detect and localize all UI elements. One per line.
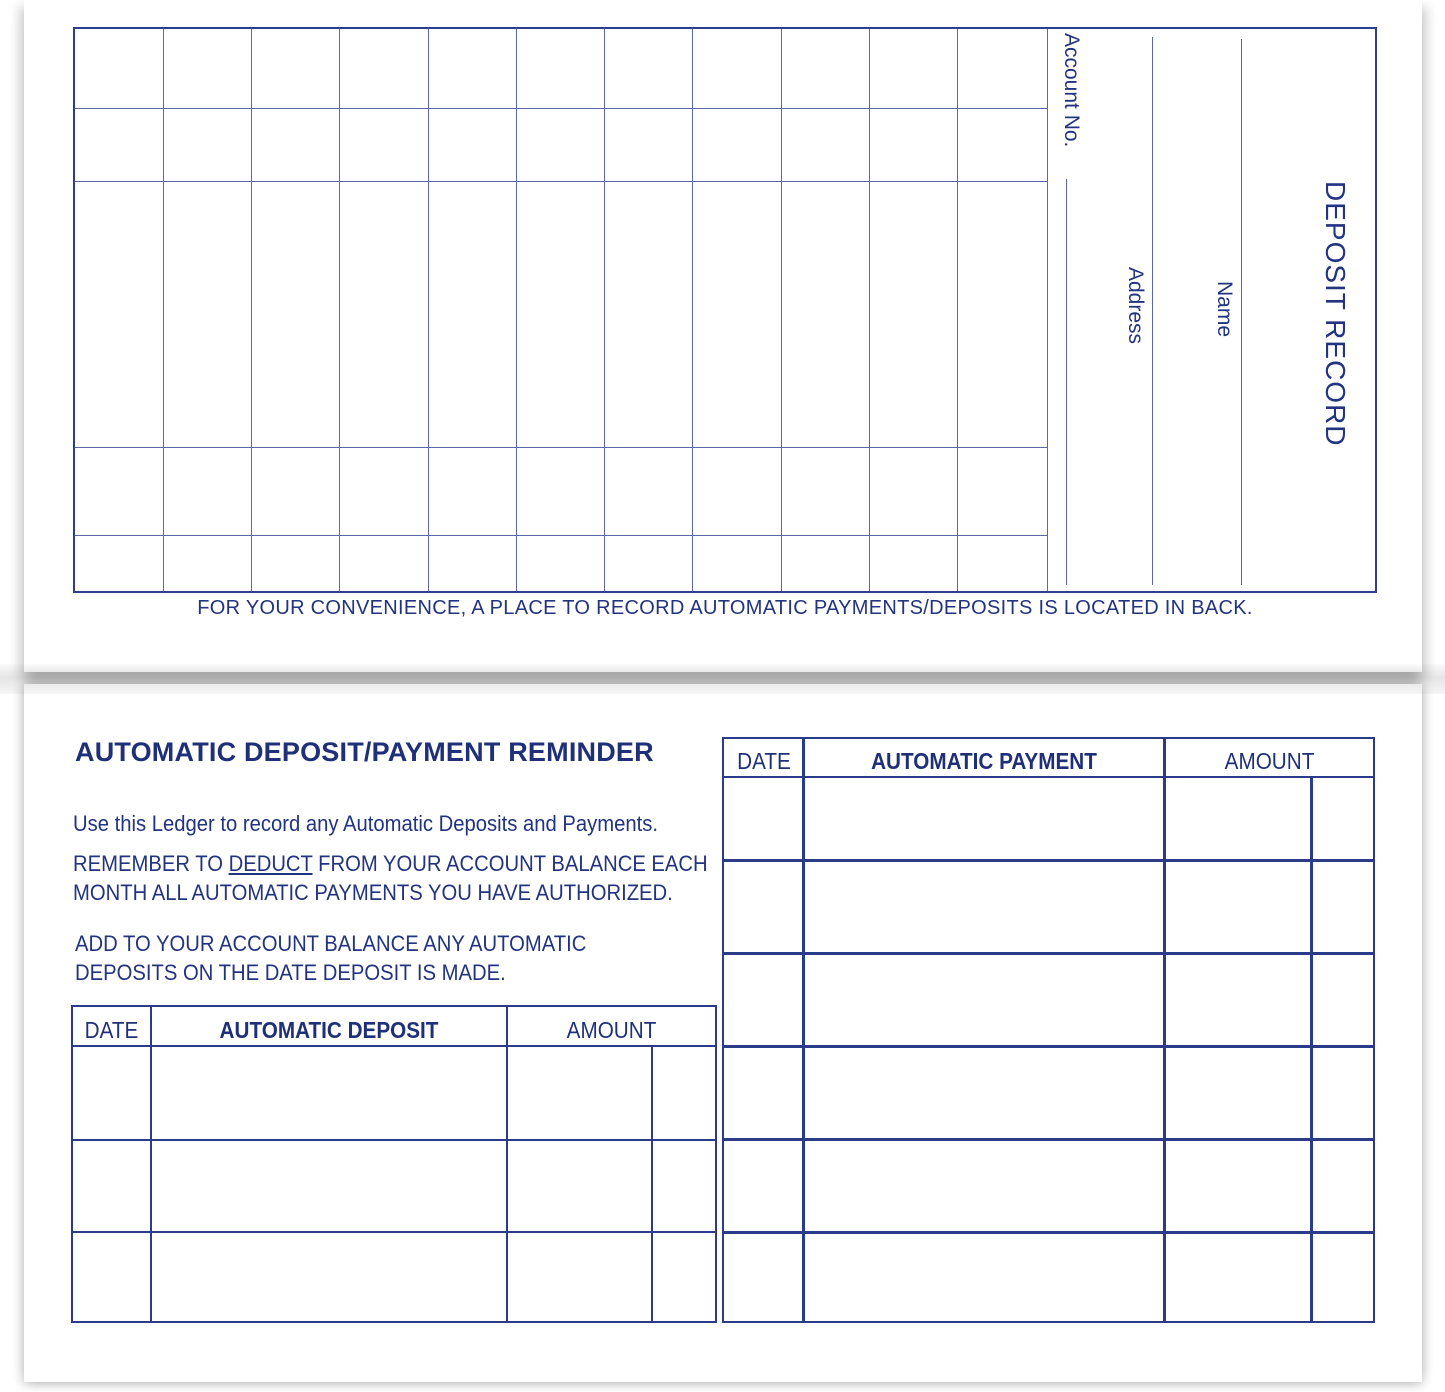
deposit-desc-header: AUTOMATIC DEPOSIT bbox=[219, 1017, 439, 1043]
deposit-record-grid bbox=[73, 27, 1377, 593]
reminder-line-1: Use this Ledger to record any Automatic Deposits and Payments. bbox=[73, 811, 659, 836]
convenience-note: FOR YOUR CONVENIENCE, A PLACE TO RECORD AUTOMATIC PAYMENTS/DEPOSITS IS LOCATED IN BACK. bbox=[197, 597, 1253, 619]
automatic-deposit-table bbox=[71, 1005, 717, 1323]
automatic-payment-table bbox=[722, 737, 1375, 1323]
reminder-line-3: MONTH ALL AUTOMATIC PAYMENTS YOU HAVE AUTHORIZED. bbox=[73, 880, 673, 905]
payment-amount-header: AMOUNT bbox=[1224, 748, 1315, 774]
deduct-emphasis: DEDUCT bbox=[228, 851, 313, 876]
name-label: Name bbox=[1213, 281, 1236, 338]
payment-date-header: DATE bbox=[737, 748, 791, 774]
reminder-title: AUTOMATIC DEPOSIT/PAYMENT REMINDER bbox=[75, 737, 654, 767]
deposit-record-title: DEPOSIT RECORD bbox=[1320, 181, 1351, 447]
payment-desc-header: AUTOMATIC PAYMENT bbox=[871, 748, 1097, 774]
page-fold bbox=[0, 664, 1445, 694]
reminder-line-5: DEPOSITS ON THE DATE DEPOSIT IS MADE. bbox=[75, 960, 506, 985]
deposit-date-header: DATE bbox=[84, 1017, 139, 1043]
deposit-amount-header: AMOUNT bbox=[566, 1017, 657, 1043]
reminder-line-2: REMEMBER TO DEDUCT FROM YOUR ACCOUNT BALANCE EACH bbox=[73, 851, 708, 876]
reminder-line-4: ADD TO YOUR ACCOUNT BALANCE ANY AUTOMATIC bbox=[75, 931, 587, 956]
account-no-label: Account No. bbox=[1060, 33, 1083, 148]
address-label: Address bbox=[1124, 267, 1147, 345]
